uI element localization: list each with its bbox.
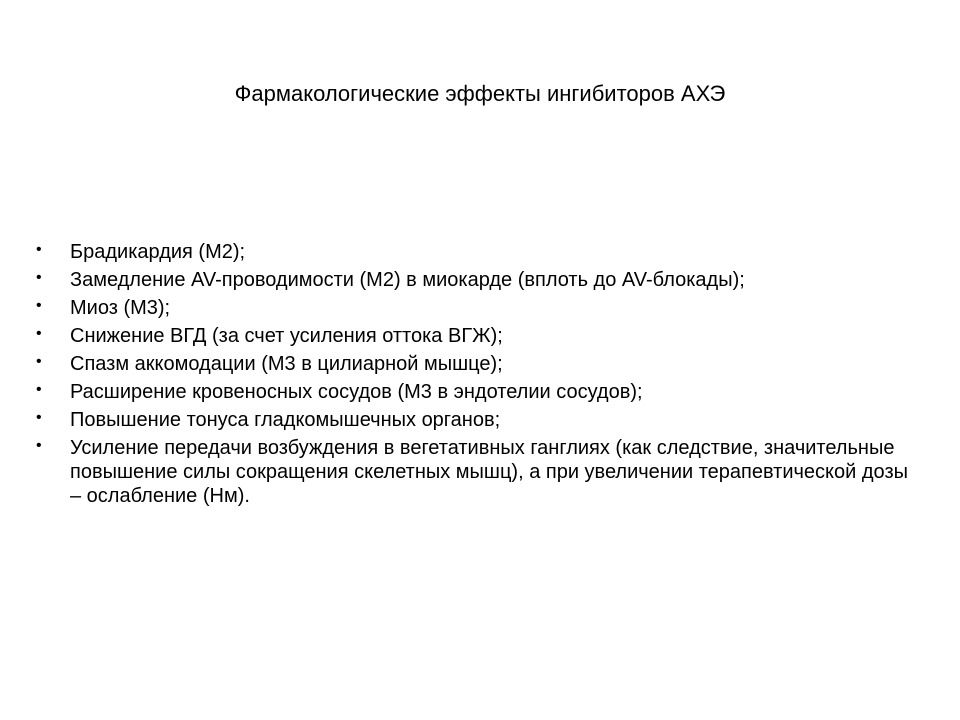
list-item <box>36 380 916 404</box>
list-item-text: Спазм аккомодации (М3 в цилиарной мышце); <box>70 353 503 375</box>
bullet-list <box>36 240 916 512</box>
bullet-icon: • <box>36 269 42 286</box>
list-item-text: Повышение тонуса гладкомышечных органов; <box>70 409 501 431</box>
list-item-text: Миоз (М3); <box>70 297 171 319</box>
bullet-icon: • <box>36 241 42 258</box>
list-item-text: Усиление передачи возбуждения в вегетативных ганглиях (как следствие, значительные повышение силы сокращения скелетных мышц), а при увеличении терапевтической дозы – ослабление (Нм). <box>70 437 908 507</box>
list-item-text: Расширение кровеносных сосудов (М3 в эндотелии сосудов); <box>70 381 643 403</box>
list-item <box>36 352 916 376</box>
bullet-icon: • <box>36 325 42 342</box>
slide-title: Фармакологические эффекты ингибиторов АХЭ <box>234 81 726 106</box>
list-item-text: Снижение ВГД (за счет усиления оттока ВГЖ); <box>70 325 503 347</box>
list-item <box>36 240 916 264</box>
bullet-icon: • <box>36 381 42 398</box>
list-item-text: Замедление AV-проводимости (М2) в миокарде (вплоть до AV-блокады); <box>70 269 745 291</box>
list-item <box>36 436 916 508</box>
bullet-icon: • <box>36 297 42 314</box>
list-item <box>36 296 916 320</box>
bullet-icon: • <box>36 409 42 426</box>
list-item-text: Брадикардия (М2); <box>70 241 246 263</box>
list-item <box>36 324 916 348</box>
list-item <box>36 408 916 432</box>
bullet-icon: • <box>36 353 42 370</box>
list-item <box>36 268 916 292</box>
bullet-icon: • <box>36 437 42 454</box>
